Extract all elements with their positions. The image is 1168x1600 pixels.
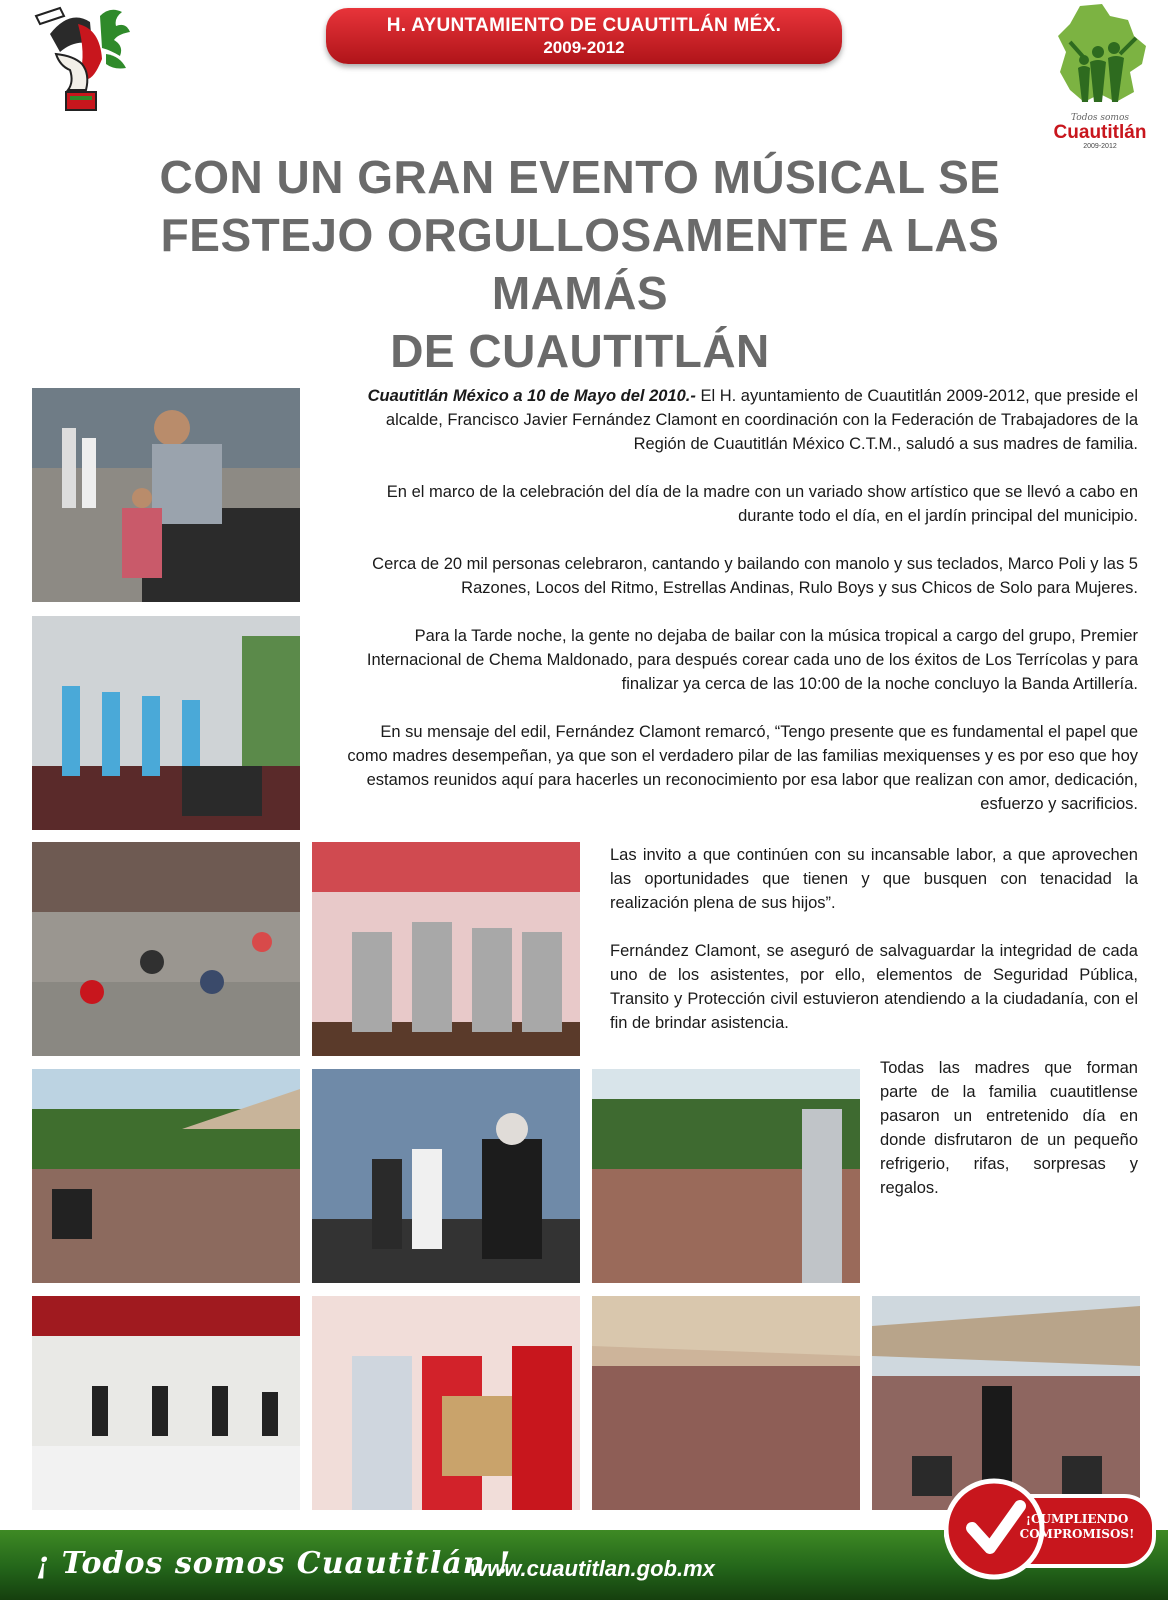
footer-slogan: ¡ Todos somos Cuautitlán !: [36, 1546, 512, 1581]
municipal-glyph-logo: [30, 4, 136, 114]
article-paragraph: En el marco de la celebración del día de la madre con un variado show artístico que se llevó a cabo en durante todo el día, en el jardín principal del municipio.: [386, 483, 1138, 525]
todos-somos-cuautitlan-logo: [1050, 2, 1150, 152]
badge-text: ¡CUMPLIENDO COMPROMISOS!: [1019, 1512, 1135, 1541]
photo-crowd-palms: [592, 1069, 860, 1283]
photo-crowd-tent: [592, 1296, 860, 1510]
header-years: 2009-2012: [543, 38, 625, 57]
logo-years: 2009-2012: [1083, 143, 1117, 150]
logo-tagline: Todos somos: [1071, 113, 1129, 123]
photo-dancers-stage: [32, 616, 300, 830]
article-upper: [336, 384, 1138, 840]
map-figures-icon: [1050, 2, 1150, 112]
title-line: FESTEJO ORGULLOSAMENTE A LAS MAMÁS: [160, 209, 1000, 319]
article-paragraph: Todas las madres que forman parte de la familia cuautitlense pasaron un entretenido día en donde disfrutaron de un pequeño refrigerio, rifas, sorpresas y regalos.: [880, 1059, 1138, 1197]
photo-band-stage-wide: [32, 1296, 300, 1510]
title-line: CON UN GRAN EVENTO MÚSICAL SE: [159, 151, 1001, 203]
title-line: DE CUAUTITLÁN: [390, 325, 770, 377]
article-paragraph: Para la Tarde noche, la gente no dejaba de bailar con la música tropical a cargo del grupo, Premier Internacional de Chema Maldonado, para después corear cada uno de los éxitos de Los Terrícolas y para finalizar ya cerca de las 10:00 de la noche concluyo la Banda Artillería.: [366, 627, 1138, 693]
photo-trumpet-band: [312, 842, 580, 1056]
page-title: [80, 148, 1080, 380]
article-lower: [880, 1056, 1138, 1224]
photo-gift-delivery: [312, 1296, 580, 1510]
article-paragraph: Cerca de 20 mil personas celebraron, cantando y bailando con manolo y sus teclados, Marco Poli y las 5 Razones, Locos del Ritmo, Estrellas Andinas, Rulo Boys y sus Chicos de Solo para Mujeres.: [372, 555, 1138, 597]
photo-crowd-garden: [32, 1069, 300, 1283]
article-paragraph: En su mensaje del edil, Fernández Clamont remarcó, “Tengo presente que es fundamental el papel que como madres desempeñan, ya que son el verdadero pilar de las familias mexiquenses y es por eso que hoy estamos reunidos aquí para hacerles un reconocimiento por esa labor que realizan con amor, dedicación, esfuerzo y sacrificios.: [347, 723, 1138, 813]
article-paragraph: Las invito a que continúen con su incansable labor, a que aprovechen las oportunidades que tienen y que busquen con tenacidad la realización plena de sus hijos”.: [610, 846, 1138, 912]
photo-crowd-dancing: [32, 842, 300, 1056]
article-paragraph: Cuautitlán México a 10 de Mayo del 2010.- El H. ayuntamiento de Cuautitlán 2009-2012, que preside el alcalde, Francisco Javier Fernández Clamont en coordinación con la Federación de Trabajadores de la Región de Cuautitlán México C.T.M., saludó a sus madres de familia.: [367, 387, 1138, 453]
photo-mayor-greeting: [32, 388, 300, 602]
photo-singer-performance: [312, 1069, 580, 1283]
article-middle: [610, 843, 1138, 1059]
logo-name: Cuautitlán: [1053, 122, 1147, 143]
footer-website-link[interactable]: www.cuautitlan.gob.mx: [470, 1556, 715, 1581]
dateline: Cuautitlán México a 10 de Mayo del 2010.-: [367, 387, 696, 405]
header-banner: [326, 8, 842, 64]
article-paragraph: Fernández Clamont, se aseguró de salvaguardar la integridad de cada uno de los asistentes, por ello, elementos de Seguridad Pública, Transito y Protección civil estuvieron atendiendo a la ciudadanía, con el fin de brindar asistencia.: [610, 942, 1138, 1032]
header-title: H. AYUNTAMIENTO DE CUAUTITLÁN MÉX.: [386, 15, 782, 36]
